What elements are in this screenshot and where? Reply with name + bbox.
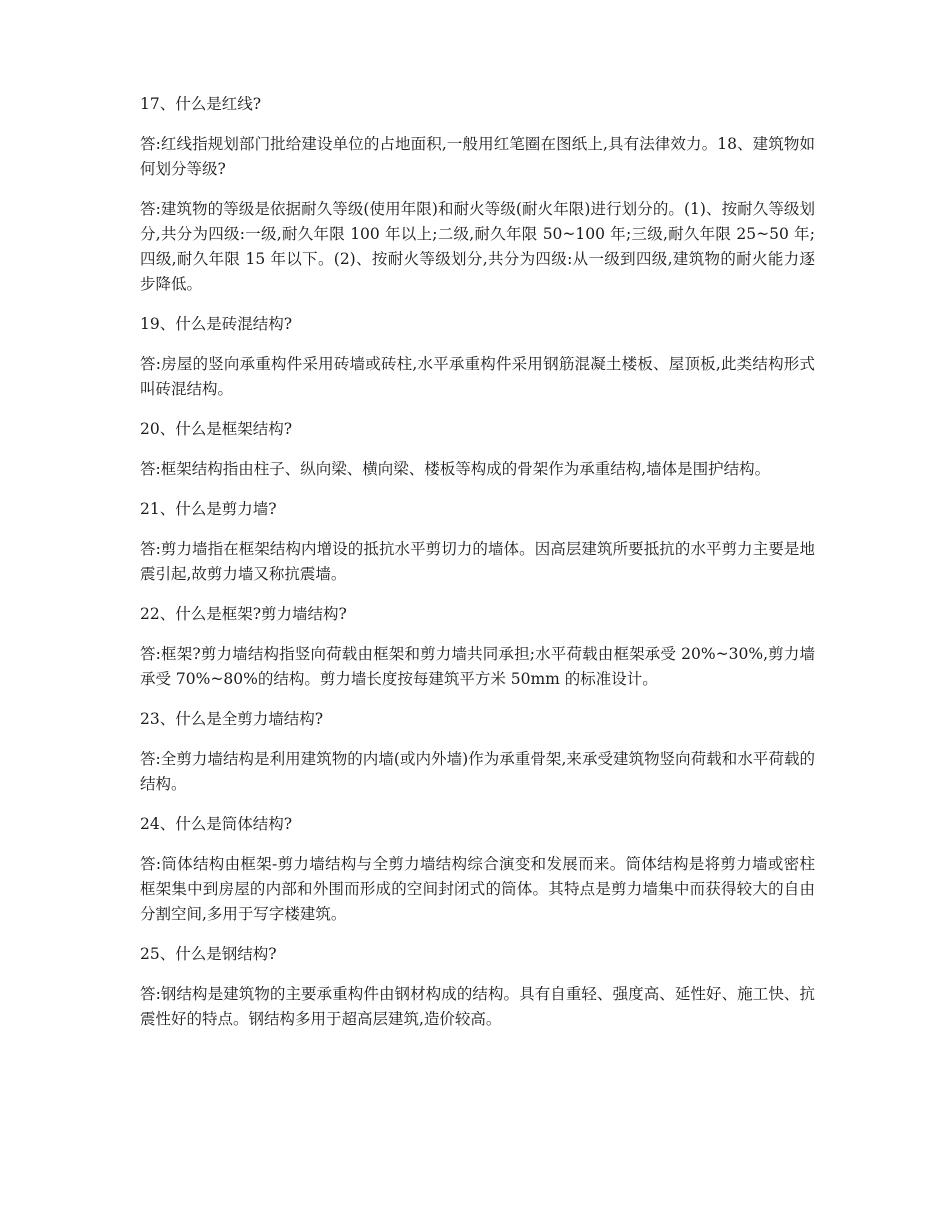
answer-24: 答:筒体结构由框架-剪力墙结构与全剪力墙结构综合演变和发展而来。筒体结构是将剪力墙或密柱框架集中到房屋的内部和外围而形成的空间封闭式的筒体。其特点是剪力墙集中而获得较大的自由分割空间,多用于写字楼建筑。	[140, 855, 815, 923]
question-25: 25、什么是钢结构?	[140, 945, 277, 963]
answer-22: 答:框架?剪力墙结构指竖向荷载由框架和剪力墙共同承担;水平荷载由框架承受 20%~30%,剪力墙承受 70%~80%的结构。剪力墙长度按每建筑平方米 50mm 的标准设计。	[140, 645, 815, 688]
answer-20: 答:框架结构指由柱子、纵向梁、横向梁、楼板等构成的骨架作为承重结构,墙体是围护结构。	[140, 460, 771, 478]
answer-23: 答:全剪力墙结构是利用建筑物的内墙(或内外墙)作为承重骨架,来承受建筑物竖向荷载和水平荷载的结构。	[140, 750, 815, 793]
question-22: 22、什么是框架?剪力墙结构?	[140, 605, 347, 623]
question-23: 23、什么是全剪力墙结构?	[140, 710, 324, 728]
answer-18: 答:建筑物的等级是依据耐久等级(使用年限)和耐火等级(耐火年限)进行划分的。(1)、按耐久等级划分,共分为四级:一级,耐久年限 100 年以上;二级,耐久年限 50~100 年;三级,耐久年限 25~50 年;四级,耐久年限 15 年以下。(2)、按耐火等级划分,共分为四级:从一级到四级,建筑物的耐火能力逐步降低。	[140, 200, 815, 293]
document-body	[140, 92, 815, 1047]
question-20: 20、什么是框架结构?	[140, 420, 293, 438]
answer-19: 答:房屋的竖向承重构件采用砖墙或砖柱,水平承重构件采用钢筋混凝土楼板、屋顶板,此类结构形式叫砖混结构。	[140, 355, 815, 398]
question-24: 24、什么是筒体结构?	[140, 815, 293, 833]
question-17: 17、什么是红线?	[140, 95, 262, 113]
answer-21: 答:剪力墙指在框架结构内增设的抵抗水平剪切力的墙体。因高层建筑所要抵抗的水平剪力主要是地震引起,故剪力墙又称抗震墙。	[140, 540, 815, 583]
question-21: 21、什么是剪力墙?	[140, 500, 277, 518]
answer-17-question-18: 答:红线指规划部门批给建设单位的占地面积,一般用红笔圈在图纸上,具有法律效力。18、建筑物如何划分等级?	[140, 135, 815, 178]
question-19: 19、什么是砖混结构?	[140, 315, 293, 333]
answer-25: 答:钢结构是建筑物的主要承重构件由钢材构成的结构。具有自重轻、强度高、延性好、施工快、抗震性好的特点。钢结构多用于超高层建筑,造价较高。	[140, 985, 815, 1028]
